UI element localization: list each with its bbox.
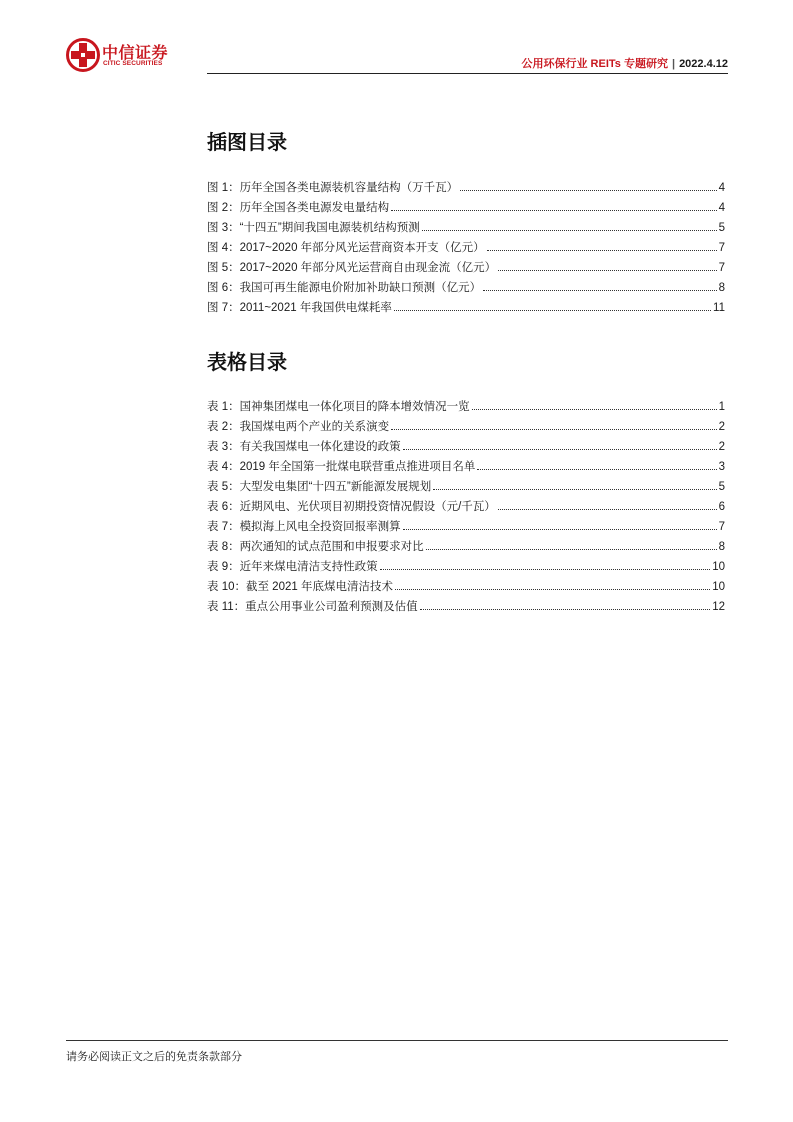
- toc-entry-label: 图 2：历年全国各类电源发电量结构: [207, 202, 390, 214]
- toc-entry-page: 4: [718, 202, 725, 214]
- company-logo: [66, 38, 176, 72]
- toc-entry-figure-3[interactable]: [207, 218, 725, 238]
- toc-entry-table-11[interactable]: [207, 597, 725, 617]
- report-date: 2022.4.12: [679, 58, 728, 70]
- tables-toc-list: [207, 397, 725, 617]
- tables-toc-title: 表格目录: [207, 352, 287, 374]
- toc-entry-label: 表 10：截至 2021 年底煤电清洁技术: [207, 581, 393, 593]
- toc-entry-page: 2: [718, 441, 725, 453]
- toc-entry-figure-5[interactable]: [207, 258, 725, 278]
- toc-entry-table-2[interactable]: [207, 417, 725, 437]
- toc-dot-leader: [498, 508, 717, 510]
- toc-entry-label: 表 8：两次通知的试点范围和申报要求对比: [207, 541, 424, 553]
- report-header: [522, 55, 729, 71]
- toc-entry-table-8[interactable]: [207, 537, 725, 557]
- toc-dot-leader: [391, 428, 717, 430]
- toc-dot-leader: [498, 269, 716, 271]
- citic-logo-icon: [66, 38, 100, 72]
- header-separator: |: [671, 58, 676, 70]
- toc-dot-leader: [394, 309, 711, 311]
- toc-entry-page: 7: [718, 262, 725, 274]
- toc-entry-page: 11: [713, 302, 725, 314]
- logo-cn-text: 中信证券: [102, 45, 169, 62]
- header-divider: [207, 73, 728, 74]
- toc-entry-page: 8: [718, 282, 725, 294]
- toc-entry-label: 表 2：我国煤电两个产业的关系演变: [207, 421, 390, 433]
- toc-entry-table-5[interactable]: [207, 477, 725, 497]
- toc-entry-label: 图 6：我国可再生能源电价附加补助缺口预测（亿元）: [207, 282, 482, 294]
- toc-entry-label: 表 5：大型发电集团“十四五”新能源发展规划: [207, 481, 432, 493]
- toc-entry-page: 6: [718, 501, 725, 513]
- toc-entry-table-6[interactable]: [207, 497, 725, 517]
- toc-entry-page: 5: [718, 481, 725, 493]
- toc-entry-label: 图 5：2017~2020 年部分风光运营商自由现金流（亿元）: [207, 262, 497, 274]
- toc-dot-leader: [472, 408, 717, 410]
- toc-entry-page: 4: [718, 182, 725, 194]
- toc-entry-label: 表 3：有关我国煤电一体化建设的政策: [207, 441, 401, 453]
- toc-entry-label: 表 9：近年来煤电清洁支持性政策: [207, 561, 378, 573]
- toc-entry-page: 2: [718, 421, 725, 433]
- toc-entry-figure-2[interactable]: [207, 198, 725, 218]
- toc-entry-label: 图 1：历年全国各类电源装机容量结构（万千瓦）: [207, 182, 459, 194]
- logo-en-text: CITIC SECURITIES: [103, 60, 163, 67]
- figures-toc-title: 插图目录: [207, 132, 287, 154]
- footer-disclaimer: 请务必阅读正文之后的免责条款部分: [66, 1051, 242, 1063]
- toc-dot-leader: [422, 229, 717, 231]
- toc-entry-table-1[interactable]: [207, 397, 725, 417]
- toc-entry-label: 表 7：模拟海上风电全投资回报率测算: [207, 521, 401, 533]
- toc-dot-leader: [433, 488, 716, 490]
- toc-dot-leader: [487, 249, 717, 251]
- toc-entry-figure-7[interactable]: [207, 298, 725, 318]
- toc-entry-table-9[interactable]: [207, 557, 725, 577]
- toc-dot-leader: [460, 189, 717, 191]
- toc-entry-table-10[interactable]: [207, 577, 725, 597]
- toc-entry-page: 12: [712, 601, 725, 613]
- toc-dot-leader: [477, 468, 716, 470]
- toc-entry-label: 图 3：“十四五”期间我国电源装机结构预测: [207, 222, 420, 234]
- toc-dot-leader: [395, 588, 710, 590]
- toc-entry-label: 图 7：2011~2021 年我国供电煤耗率: [207, 302, 392, 314]
- figures-toc-list: [207, 178, 725, 318]
- toc-dot-leader: [420, 608, 711, 610]
- toc-entry-figure-6[interactable]: [207, 278, 725, 298]
- toc-dot-leader: [380, 568, 711, 570]
- toc-entry-page: 5: [718, 222, 725, 234]
- toc-dot-leader: [403, 528, 717, 530]
- toc-entry-figure-1[interactable]: [207, 178, 725, 198]
- report-title: 公用环保行业 REITs 专题研究: [521, 58, 668, 70]
- toc-entry-figure-4[interactable]: [207, 238, 725, 258]
- toc-dot-leader: [391, 209, 717, 211]
- footer-divider: [66, 1040, 728, 1041]
- toc-entry-page: 8: [718, 541, 725, 553]
- toc-entry-label: 表 11：重点公用事业公司盈利预测及估值: [207, 601, 418, 613]
- toc-dot-leader: [483, 289, 717, 291]
- toc-entry-page: 7: [718, 521, 725, 533]
- toc-entry-label: 表 6：近期风电、光伏项目初期投资情况假设（元/千瓦）: [207, 501, 496, 513]
- toc-entry-label: 表 1：国神集团煤电一体化项目的降本增效情况一览: [207, 401, 470, 413]
- toc-entry-label: 表 4：2019 年全国第一批煤电联营重点推进项目名单: [207, 461, 476, 473]
- toc-entry-page: 1: [718, 401, 725, 413]
- toc-entry-table-7[interactable]: [207, 517, 725, 537]
- toc-entry-page: 3: [718, 461, 725, 473]
- toc-entry-page: 7: [718, 242, 725, 254]
- toc-entry-page: 10: [712, 581, 725, 593]
- toc-dot-leader: [426, 548, 717, 550]
- toc-entry-label: 图 4：2017~2020 年部分风光运营商资本开支（亿元）: [207, 242, 485, 254]
- toc-entry-table-4[interactable]: [207, 457, 725, 477]
- toc-dot-leader: [403, 448, 717, 450]
- toc-entry-table-3[interactable]: [207, 437, 725, 457]
- toc-entry-page: 10: [712, 561, 725, 573]
